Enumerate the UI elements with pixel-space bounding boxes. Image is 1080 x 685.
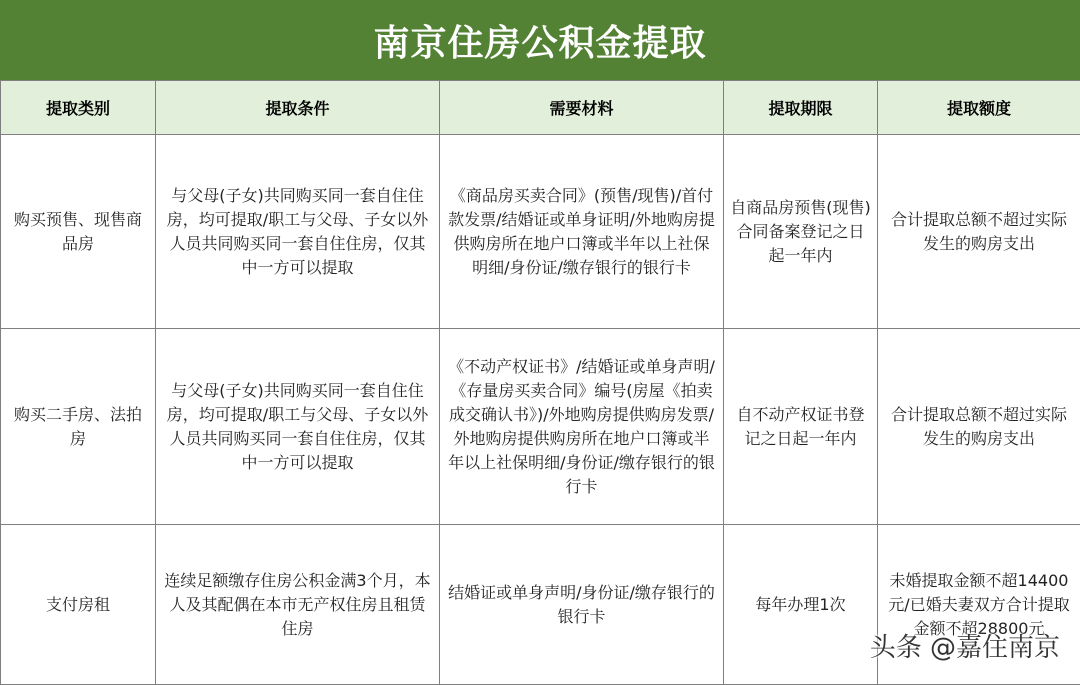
watermark: 头条 @嘉住南京 bbox=[870, 627, 1060, 664]
page-title: 南京住房公积金提取 bbox=[0, 0, 1080, 80]
header-row bbox=[1, 81, 1080, 135]
header-condition: 提取条件 bbox=[156, 81, 440, 135]
cell-period: 自不动产权证书登记之日起一年内 bbox=[724, 329, 878, 525]
cell-category: 购买预售、现售商品房 bbox=[1, 135, 156, 329]
cell-condition: 与父母(子女)共同购买同一套自住住房，均可提取/职工与父母、子女以外人员共同购买同一套自住住房，仅其中一方可以提取 bbox=[156, 135, 440, 329]
cell-period: 自商品房预售(现售)合同备案登记之日起一年内 bbox=[724, 135, 878, 329]
cell-condition: 与父母(子女)共同购买同一套自住住房，均可提取/职工与父母、子女以外人员共同购买同一套自住住房，仅其中一方可以提取 bbox=[156, 329, 440, 525]
cell-materials: 《商品房买卖合同》(预售/现售)/首付款发票/结婚证或单身证明/外地购房提供购房所在地户口簿或半年以上社保明细/身份证/缴存银行的银行卡 bbox=[440, 135, 724, 329]
cell-materials: 结婚证或单身声明/身份证/缴存银行的银行卡 bbox=[440, 525, 724, 685]
cell-amount: 合计提取总额不超过实际发生的购房支出 bbox=[878, 135, 1080, 329]
cell-period: 每年办理1次 bbox=[724, 525, 878, 685]
cell-category: 支付房租 bbox=[1, 525, 156, 685]
cell-amount: 合计提取总额不超过实际发生的购房支出 bbox=[878, 329, 1080, 525]
table-row bbox=[1, 135, 1080, 329]
header-period: 提取期限 bbox=[724, 81, 878, 135]
header-category: 提取类别 bbox=[1, 81, 156, 135]
header-amount: 提取额度 bbox=[878, 81, 1080, 135]
withdrawal-table bbox=[0, 80, 1080, 685]
cell-category: 购买二手房、法拍房 bbox=[1, 329, 156, 525]
cell-amount: 未婚提取金额不超14400元/已婚夫妻双方合计提取金额不超28800元 bbox=[878, 525, 1080, 685]
table-row bbox=[1, 329, 1080, 525]
header-materials: 需要材料 bbox=[440, 81, 724, 135]
cell-condition: 连续足额缴存住房公积金满3个月，本人及其配偶在本市无产权住房且租赁住房 bbox=[156, 525, 440, 685]
cell-materials: 《不动产权证书》/结婚证或单身声明/《存量房买卖合同》编号(房屋《拍卖成交确认书》)/外地购房提供购房发票/外地购房提供购房所在地户口簿或半年以上社保明细/身份证/缴存银行的银行卡 bbox=[440, 329, 724, 525]
